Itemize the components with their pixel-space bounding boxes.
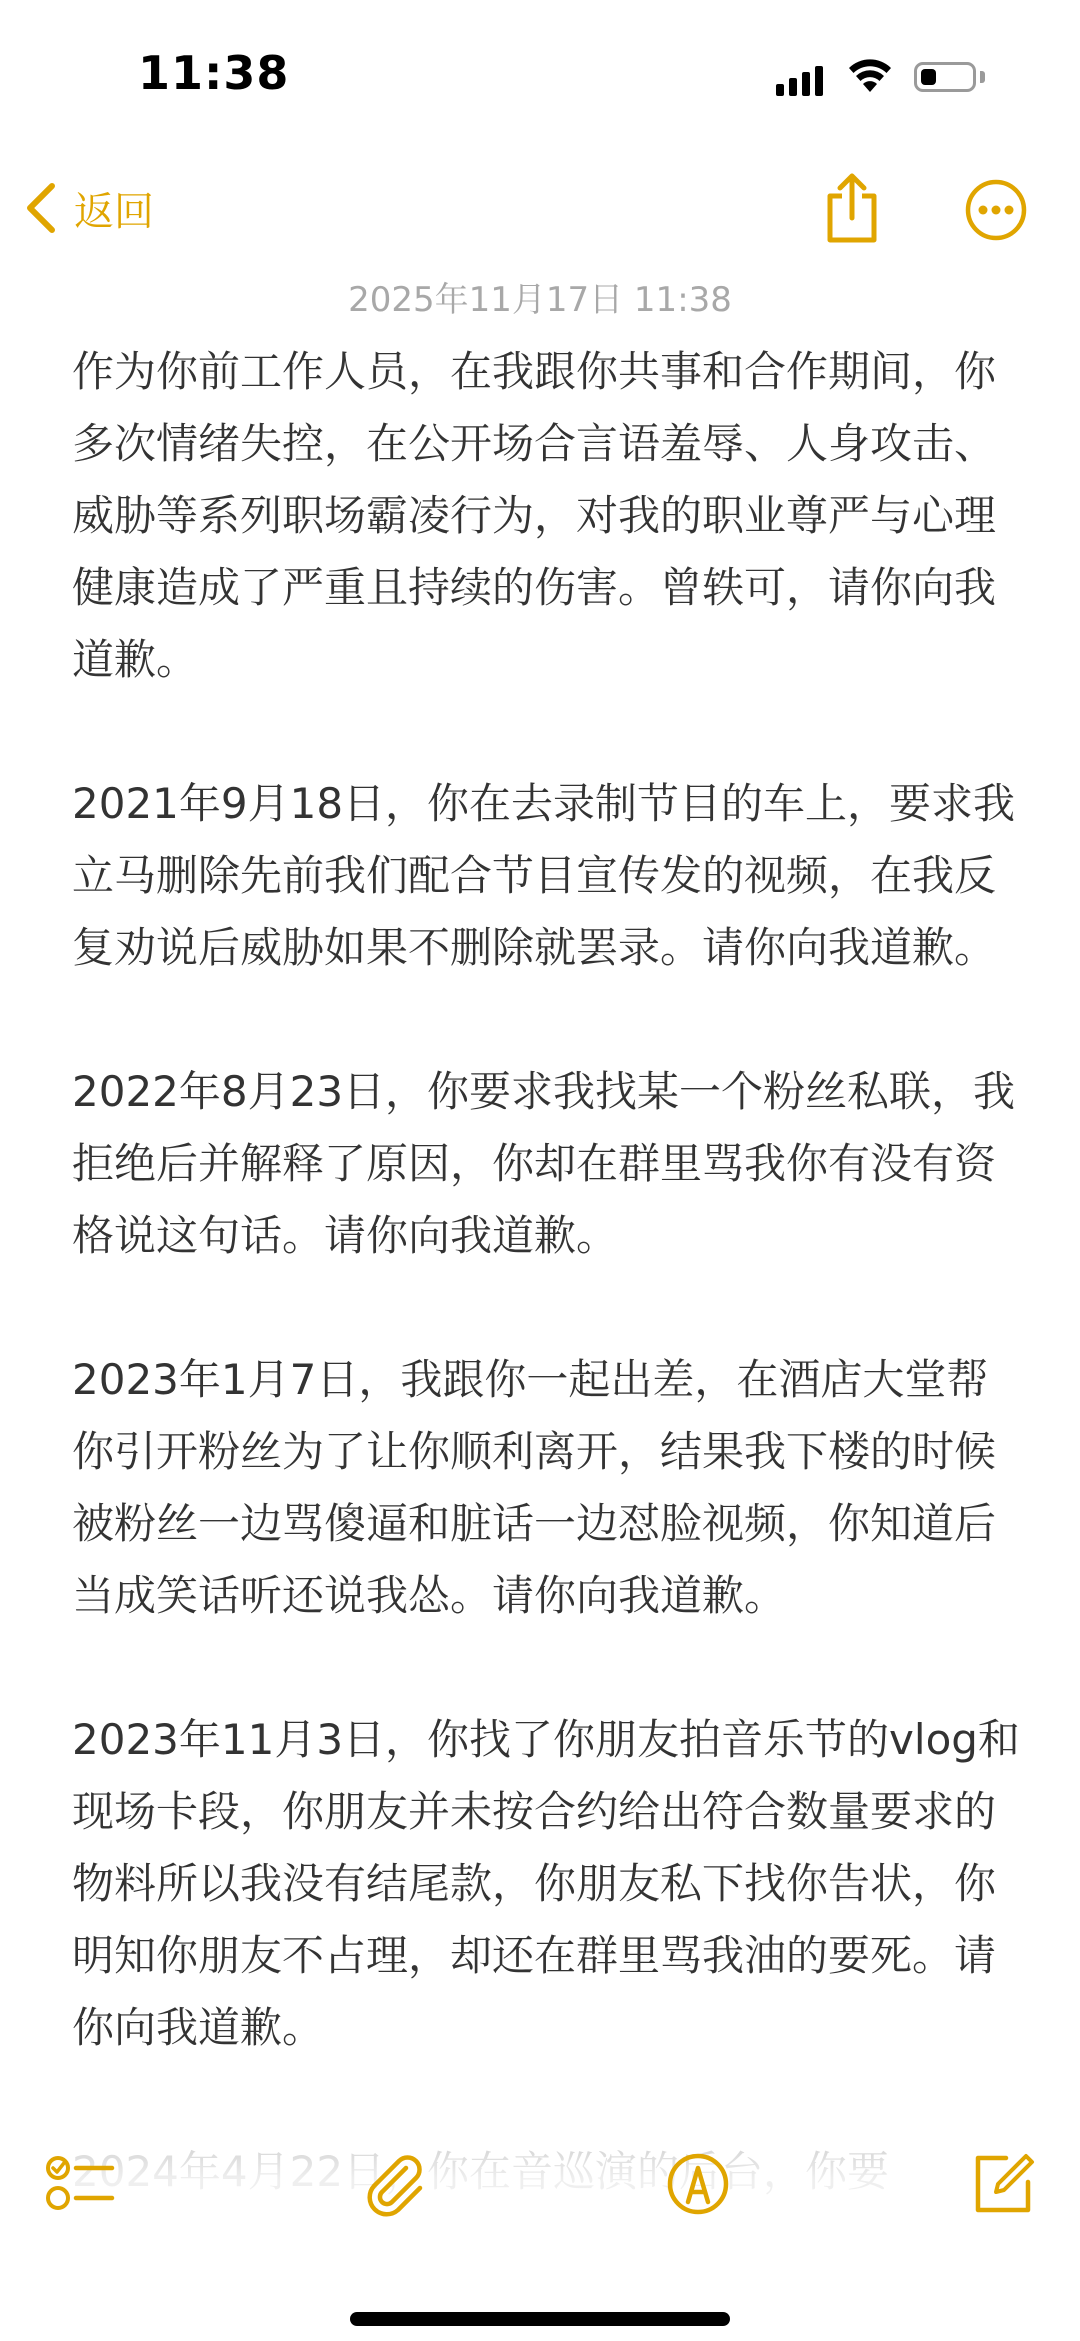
note-paragraph: 2023年11月3日，你找了你朋友拍音乐节的vlog和现场卡段，你朋友并未按合约给出符合数量要求的物料所以我没有结尾款，你朋友私下找你告状，你明知你朋友不占理，却还在群里骂我油的要死。请你向我道歉。 <box>72 1715 1020 2052</box>
note-paragraph: 2022年8月23日，你要求我找某一个粉丝私联，我拒绝后并解释了原因，你却在群里骂我你有没有资格说这句话。请你向我道歉。 <box>72 1067 1016 1260</box>
more-icon[interactable] <box>964 178 1028 242</box>
compose-icon[interactable] <box>966 2148 1038 2220</box>
markup-pen-icon[interactable] <box>662 2148 734 2220</box>
battery-cap <box>980 71 985 83</box>
chevron-left-icon <box>20 178 64 238</box>
checklist-icon[interactable] <box>44 2148 116 2220</box>
share-icon[interactable] <box>820 170 884 246</box>
bottom-toolbar <box>0 2130 1080 2250</box>
note-paragraph: 2023年1月7日，我跟你一起出差，在酒店大堂帮你引开粉丝为了让你顺利离开，结果我下楼的时候被粉丝一边骂傻逼和脏话一边怼脸视频，你知道后当成笑话听还说我怂。请你向我道歉。 <box>72 1355 997 1620</box>
nav-bar <box>0 160 1080 280</box>
home-indicator[interactable] <box>350 2312 730 2326</box>
battery-icon <box>914 62 976 92</box>
note-date: 2025年11月17日 11:38 <box>348 280 732 320</box>
note-body[interactable] <box>72 336 1020 2280</box>
status-bar <box>0 0 1080 160</box>
status-time: 11:38 <box>138 46 290 100</box>
back-label: 返回 <box>74 188 154 235</box>
battery-level <box>921 69 936 85</box>
paperclip-icon[interactable] <box>358 2148 430 2220</box>
note-paragraph: 作为你前工作人员，在我跟你共事和合作期间，你多次情绪失控，在公开场合言语羞辱、人身攻击、威胁等系列职场霸凌行为，对我的职业尊严与心理健康造成了严重且持续的伤害。曾轶可，请你向我道歉。 <box>72 347 997 684</box>
wifi-icon <box>848 58 892 94</box>
back-button[interactable] <box>20 178 154 238</box>
note-paragraph: 2021年9月18日，你在去录制节目的车上，要求我立马删除先前我们配合节目宣传发的视频，在我反复劝说后威胁如果不删除就罢录。请你向我道歉。 <box>72 779 1016 972</box>
cellular-signal-icon <box>776 66 823 96</box>
